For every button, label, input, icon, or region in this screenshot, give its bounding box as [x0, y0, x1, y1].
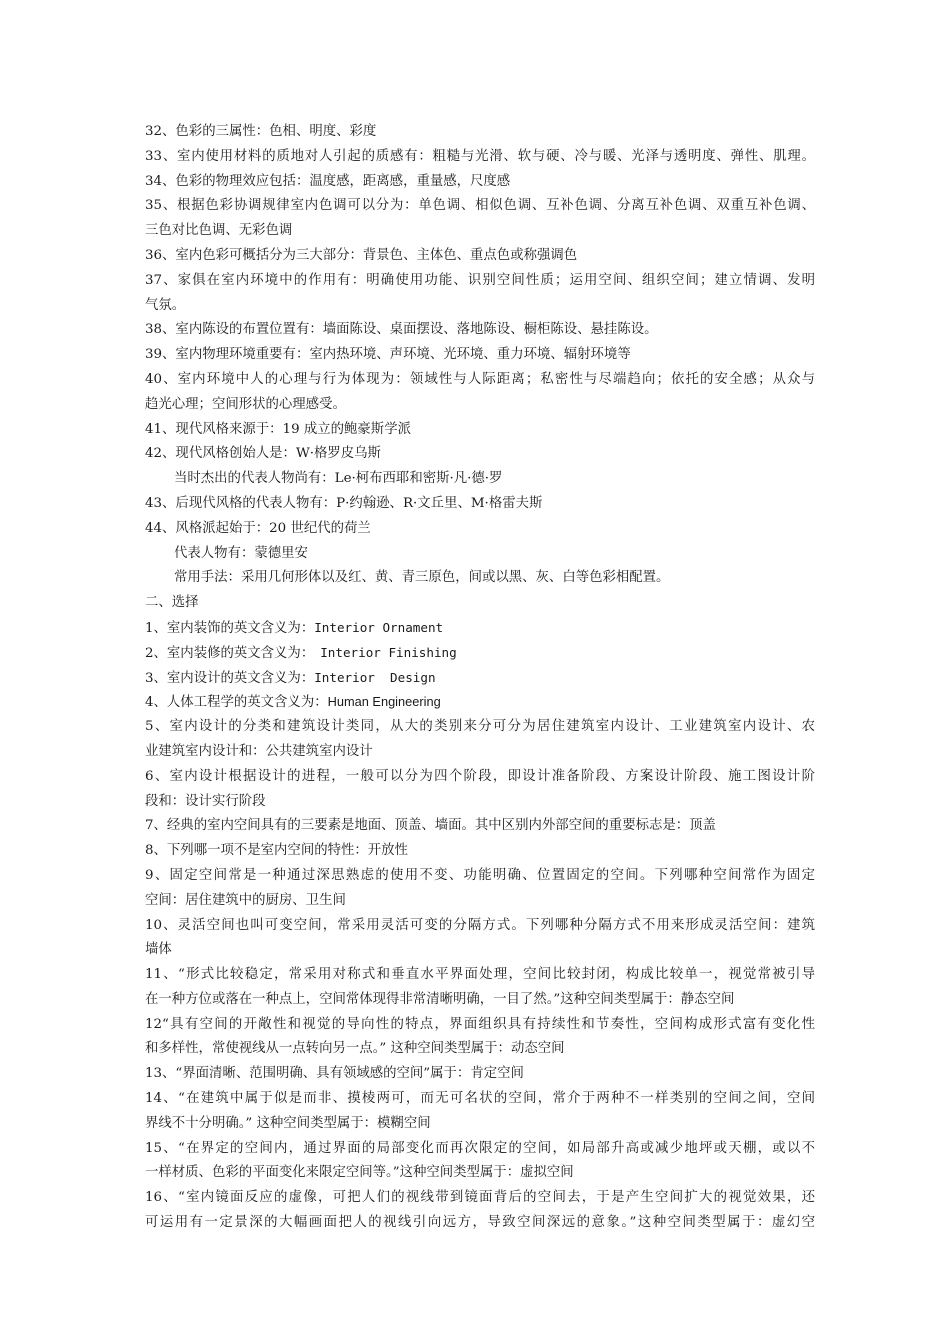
text-line: 三色对比色调、无彩色调 — [145, 223, 293, 239]
text-line: 气氛。 — [145, 297, 186, 313]
text-line: 33、室内使用材料的质地对人引起的质感有：粗糙与光滑、软与硬、冷与暖、光泽与透明度、弹性、肌理。 — [145, 148, 815, 164]
text-line: 和多样性，常使视线从一点转向另一点。” 这种空间类型属于：动态空间 — [145, 1041, 565, 1057]
text-line: 墙体 — [145, 942, 172, 958]
text-line: 44、风格派起始于：20 世纪代的荷兰 — [145, 520, 371, 536]
text-line: 段和：设计实行阶段 — [145, 793, 266, 809]
text-line: 7、经典的室内空间具有的三要素是地面、顶盖、墙面。其中区别内外部空间的重要标志是：顶盖 — [145, 818, 716, 834]
text-line: 6、室内设计根据设计的进程，一般可以分为四个阶段，即设计准备阶段、方案设计阶段、施工图设计阶 — [145, 768, 815, 784]
text-line: 5、室内设计的分类和建筑设计类同，从大的类别来分可分为居住建筑室内设计、工业建筑室内设计、农 — [145, 719, 815, 735]
text-line: 41、现代风格来源于：19 成立的鲍豪斯学派 — [145, 421, 411, 437]
text-line: 36、室内色彩可概括分为三大部分：背景色、主体色、重点色或称强调色 — [145, 247, 578, 263]
answer-text: Interior Ornament — [314, 619, 444, 635]
text-line: 12“具有空间的开敞性和视觉的导向性的特点，界面组织具有持续性和节奏性，空间构成形式富有变化性 — [145, 1016, 815, 1032]
text-line: 34、色彩的物理效应包括：温度感，距离感，重量感，尺度感 — [145, 173, 511, 189]
text-line: 37、家俱在室内环境中的作用有：明确使用功能、识别空间性质；运用空间、组织空间；建立情调、发明 — [145, 272, 815, 288]
text-line: 43、后现代风格的代表人物有：P·约翰逊、R·文丘里、M·格雷夫斯 — [145, 495, 543, 511]
text-line: 一样材质、色彩的平面变化来限定空间等。”这种空间类型属于：虚拟空间 — [145, 1165, 574, 1181]
text-line: 11、“形式比较稳定，常采用对称式和垂直水平界面处理，空间比较封闭，构成比较单一，视觉常被引导 — [145, 967, 815, 983]
question-text: 1、室内装饰的英文含义为： — [145, 620, 315, 636]
question-text: 3、室内设计的英文含义为： — [145, 670, 315, 686]
question-text: 4、人体工程学的英文含义为： — [145, 695, 328, 711]
text-line: 8、下列哪一项不是室内空间的特性：开放性 — [145, 843, 408, 859]
text-line: 39、室内物理环境重要有：室内热环境、声环境、光环境、重力环境、辐射环境等 — [145, 347, 631, 363]
text-line: 界线不十分明确。” 这种空间类型属于：模糊空间 — [145, 1115, 431, 1131]
text-line: 空间：居住建筑中的厨房、卫生间 — [145, 892, 346, 908]
text-line: 可运用有一定景深的大幅画面把人的视线引向远方，导致空间深远的意象。”这种空间类型属于：虚幻空 — [145, 1215, 815, 1231]
question-text: 2、室内装修的英文含义为： — [145, 645, 315, 661]
text-line: 16、“室内镜面反应的虚像，可把人们的视线带到镜面背后的空间去，于是产生空间扩大的视觉效果，还 — [145, 1190, 815, 1206]
text-line: 35、根据色彩协调规律室内色调可以分为：单色调、相似色调、互补色调、分离互补色调、双重互补色调、 — [145, 198, 815, 214]
text-line: 业建筑室内设计和：公共建筑室内设计 — [145, 743, 373, 759]
text-line: 40、室内环境中人的心理与行为体现为：领域性与人际距离；私密性与尽端趋向；依托的安全感；从众与 — [145, 371, 815, 387]
text-line: 常用手法：采用几何形体以及红、黄、青三原色，间或以黑、灰、白等色彩相配置。 — [174, 570, 670, 586]
text-line — [145, 690, 815, 715]
section-heading: 二、选择 — [145, 595, 199, 611]
text-line — [145, 641, 815, 666]
text-line: 14、“在建筑中属于似是而非、摸棱两可，而无可名状的空间，常介于两种不一样类别的空间之间，空间 — [145, 1091, 815, 1107]
answer-text: Interior Design — [314, 669, 436, 685]
text-line — [145, 666, 815, 691]
text-line: 42、现代风格创始人是：W·格罗皮乌斯 — [145, 446, 381, 462]
text-line: 32、色彩的三属性：色相、明度、彩度 — [145, 124, 377, 139]
text-line: 15、“在界定的空间内，通过界面的局部变化而再次限定的空间，如局部升高或减少地坪或天棚，或以不 — [145, 1140, 815, 1156]
text-line: 当时杰出的代表人物尚有：Le·柯布西耶和密斯·凡·德·罗 — [174, 471, 503, 487]
document-body — [145, 120, 815, 1236]
text-line: 10、灵活空间也叫可变空间，常采用灵活可变的分隔方式。下列哪种分隔方式不用来形成灵活空间：建筑 — [145, 917, 815, 933]
text-line: 趋光心理；空间形状的心理感受。 — [145, 396, 346, 412]
answer-text: Interior Finishing — [320, 644, 457, 660]
text-line: 代表人物有：蒙德里安 — [174, 545, 308, 561]
answer-text: Human Engineering — [327, 694, 441, 710]
text-line — [145, 616, 815, 641]
text-line: 13、“界面清晰、范围明确、具有领域感的空间”属于：肯定空间 — [145, 1066, 524, 1082]
text-line: 在一种方位或落在一种点上，空间常体现得非常清晰明确，一目了然。”这种空间类型属于：静态空间 — [145, 991, 735, 1007]
text-line: 9、固定空间常是一种通过深思熟虑的使用不变、功能明确、位置固定的空间。下列哪种空间常作为固定 — [145, 867, 815, 883]
text-line: 38、室内陈设的布置位置有：墙面陈设、桌面摆设、落地陈设、橱柜陈设、悬挂陈设。 — [145, 322, 658, 338]
